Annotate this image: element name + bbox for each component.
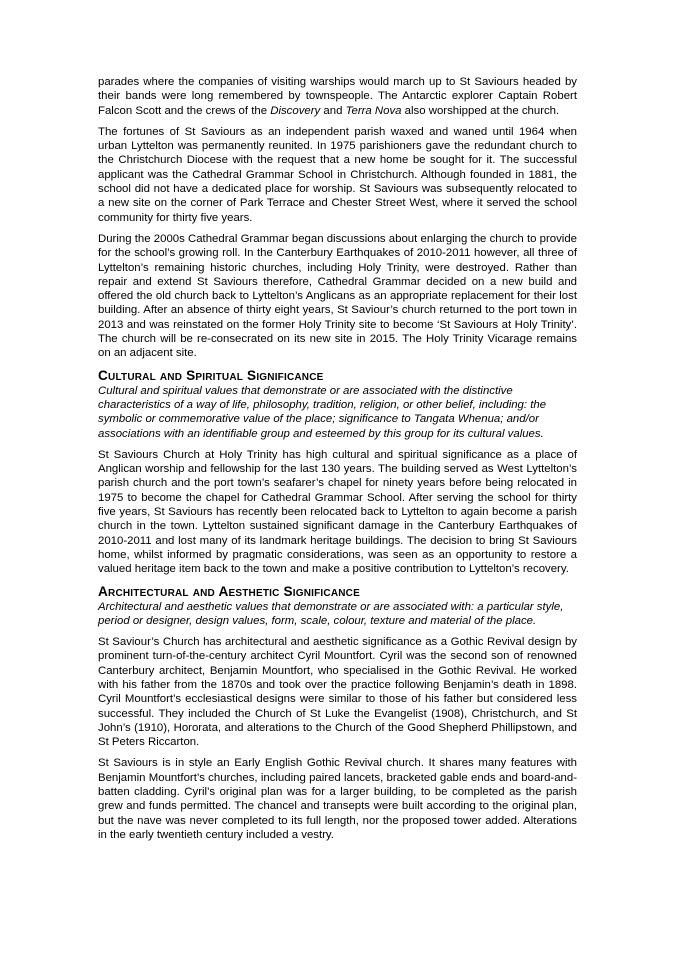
ship-name-discovery: Discovery (270, 104, 321, 117)
paragraph-parish-fortunes: The fortunes of St Saviours as an independent parish waxed and waned until 1964 when urban Lyttelton was permanently reunited. In 1975 parishioners gave the redundant church to the Christchurch Diocese with the request that a new home be sought for it. The successful applicant was the Cathedral Grammar School in Christchurch. Although founded in 1881, the school did not have a dedicated place for worship. St Saviours was subsequently relocated to a new site on the corner of Park Terrace and Chester Street West, where it served the school community for thirty five years. (98, 125, 577, 224)
heading-cultural-spiritual-significance: Cultural and Spiritual Significance (98, 367, 324, 383)
paragraph-cultural-significance: St Saviours Church at Holy Trinity has high cultural and spiritual significance as a place of Anglican worship and fellowship for the last 130 years. The building served as West Lyttelton’s parish church and the port town’s seafarer’s chapel for ninety years before being relocated in 1975 to become the chapel for Cathedral Grammar School. After serving the school for thirty five years, St Saviours has recently been relocated back to Lyttelton to again become a parish church in the town. Lyttelton sustained significant damage in the Canterbury Earthquakes of 2010-2011 and lost many of its landmark heritage buildings. The decision to bring St Saviours home, whilst informed by pragmatic considerations, was seen as an opportunity to restore a valued heritage item back to the town and make a positive contribution to Lyttelton’s recovery. (98, 448, 577, 576)
paragraph-text: also worshipped at the church. (401, 104, 560, 117)
paragraph-text: and (320, 104, 346, 117)
criteria-statement-cultural: Cultural and spiritual values that demonstrate or are associated with the distinctive characteristics of a way of life, philosophy, tradition, religion, or other belief, including: the symbolic or commemorative value of the place; significance to Tangata Whenua; and/or associations with an identifiable group and esteemed by this group for its cultural values. (98, 384, 547, 440)
paragraph-mountfort-design: St Saviour’s Church has architectural and aesthetic significance as a Gothic Revival design by prominent turn-of-the-century architect Cyril Mountfort. Cyril was the second son of renowned Canterbury architect, Benjamin Mountfort, who specialised in the Gothic Revival. He worked with his father from the 1870s and took over the practice following Benjamin’s death in 1898. Cyril Mountfort’s ecclesiastical designs were similar to those of his father but considered less successful. They included the Church of St Luke the Evangelist (1908), Christchurch, and St John’s (1910), Hororata, and alterations to the Church of the Good Shepherd Phillipstown, and St Peters Riccarton. (98, 636, 577, 749)
paragraph-text: parades where the companies of visiting warships would march up to St Saviours headed by their bands were long remembered by townspeople. The Antarctic explorer Captain Robert Falcon Scott and the crews of the (98, 76, 577, 117)
paragraph-earthquakes-relocation: During the 2000s Cathedral Grammar began discussions about enlarging the church to provide for the school’s growing roll. In the Canterbury Earthquakes of 2010-2011 however, all three of Lyttelton’s remaining historic churches, including Holy Trinity, were destroyed. Rather than repair and extend St Saviours therefore, Cathedral Grammar decided on a new build and offered the old church back to Lyttelton’s Anglicans as an appropriate replacement for their lost building. After an absence of thirty eight years, St Saviour’s church returned to the port town in 2013 and was reinstated on the former Holy Trinity site to become ‘St Saviours at Holy Trinity’. The church will be re-consecrated on its new site in 2015. The Holy Trinity Vicarage remains on an adjacent site. (98, 232, 577, 360)
criteria-statement-architectural: Architectural and aesthetic values that demonstrate or are associated with: a particular style, period or designer, design values, form, scale, colour, texture and material of the place. (98, 600, 564, 627)
paragraph-warship-parades (98, 75, 577, 118)
paragraph-gothic-revival-style: St Saviours is in style an Early English Gothic Revival church. It shares many features with Benjamin Mountfort’s churches, including paired lancets, bracketed gable ends and board-and-batten cladding. Cyril’s original plan was for a larger building, to be completed as the parish grew and funds permitted. The chancel and transepts were built according to the original plan, but the nave was never completed to its full length, nor the proposed tower added. Alterations in the early twentieth century included a vestry. (98, 757, 577, 841)
heading-architectural-aesthetic-significance: Architectural and Aesthetic Significance (98, 583, 360, 599)
ship-name-terra-nova: Terra Nova (345, 104, 402, 117)
